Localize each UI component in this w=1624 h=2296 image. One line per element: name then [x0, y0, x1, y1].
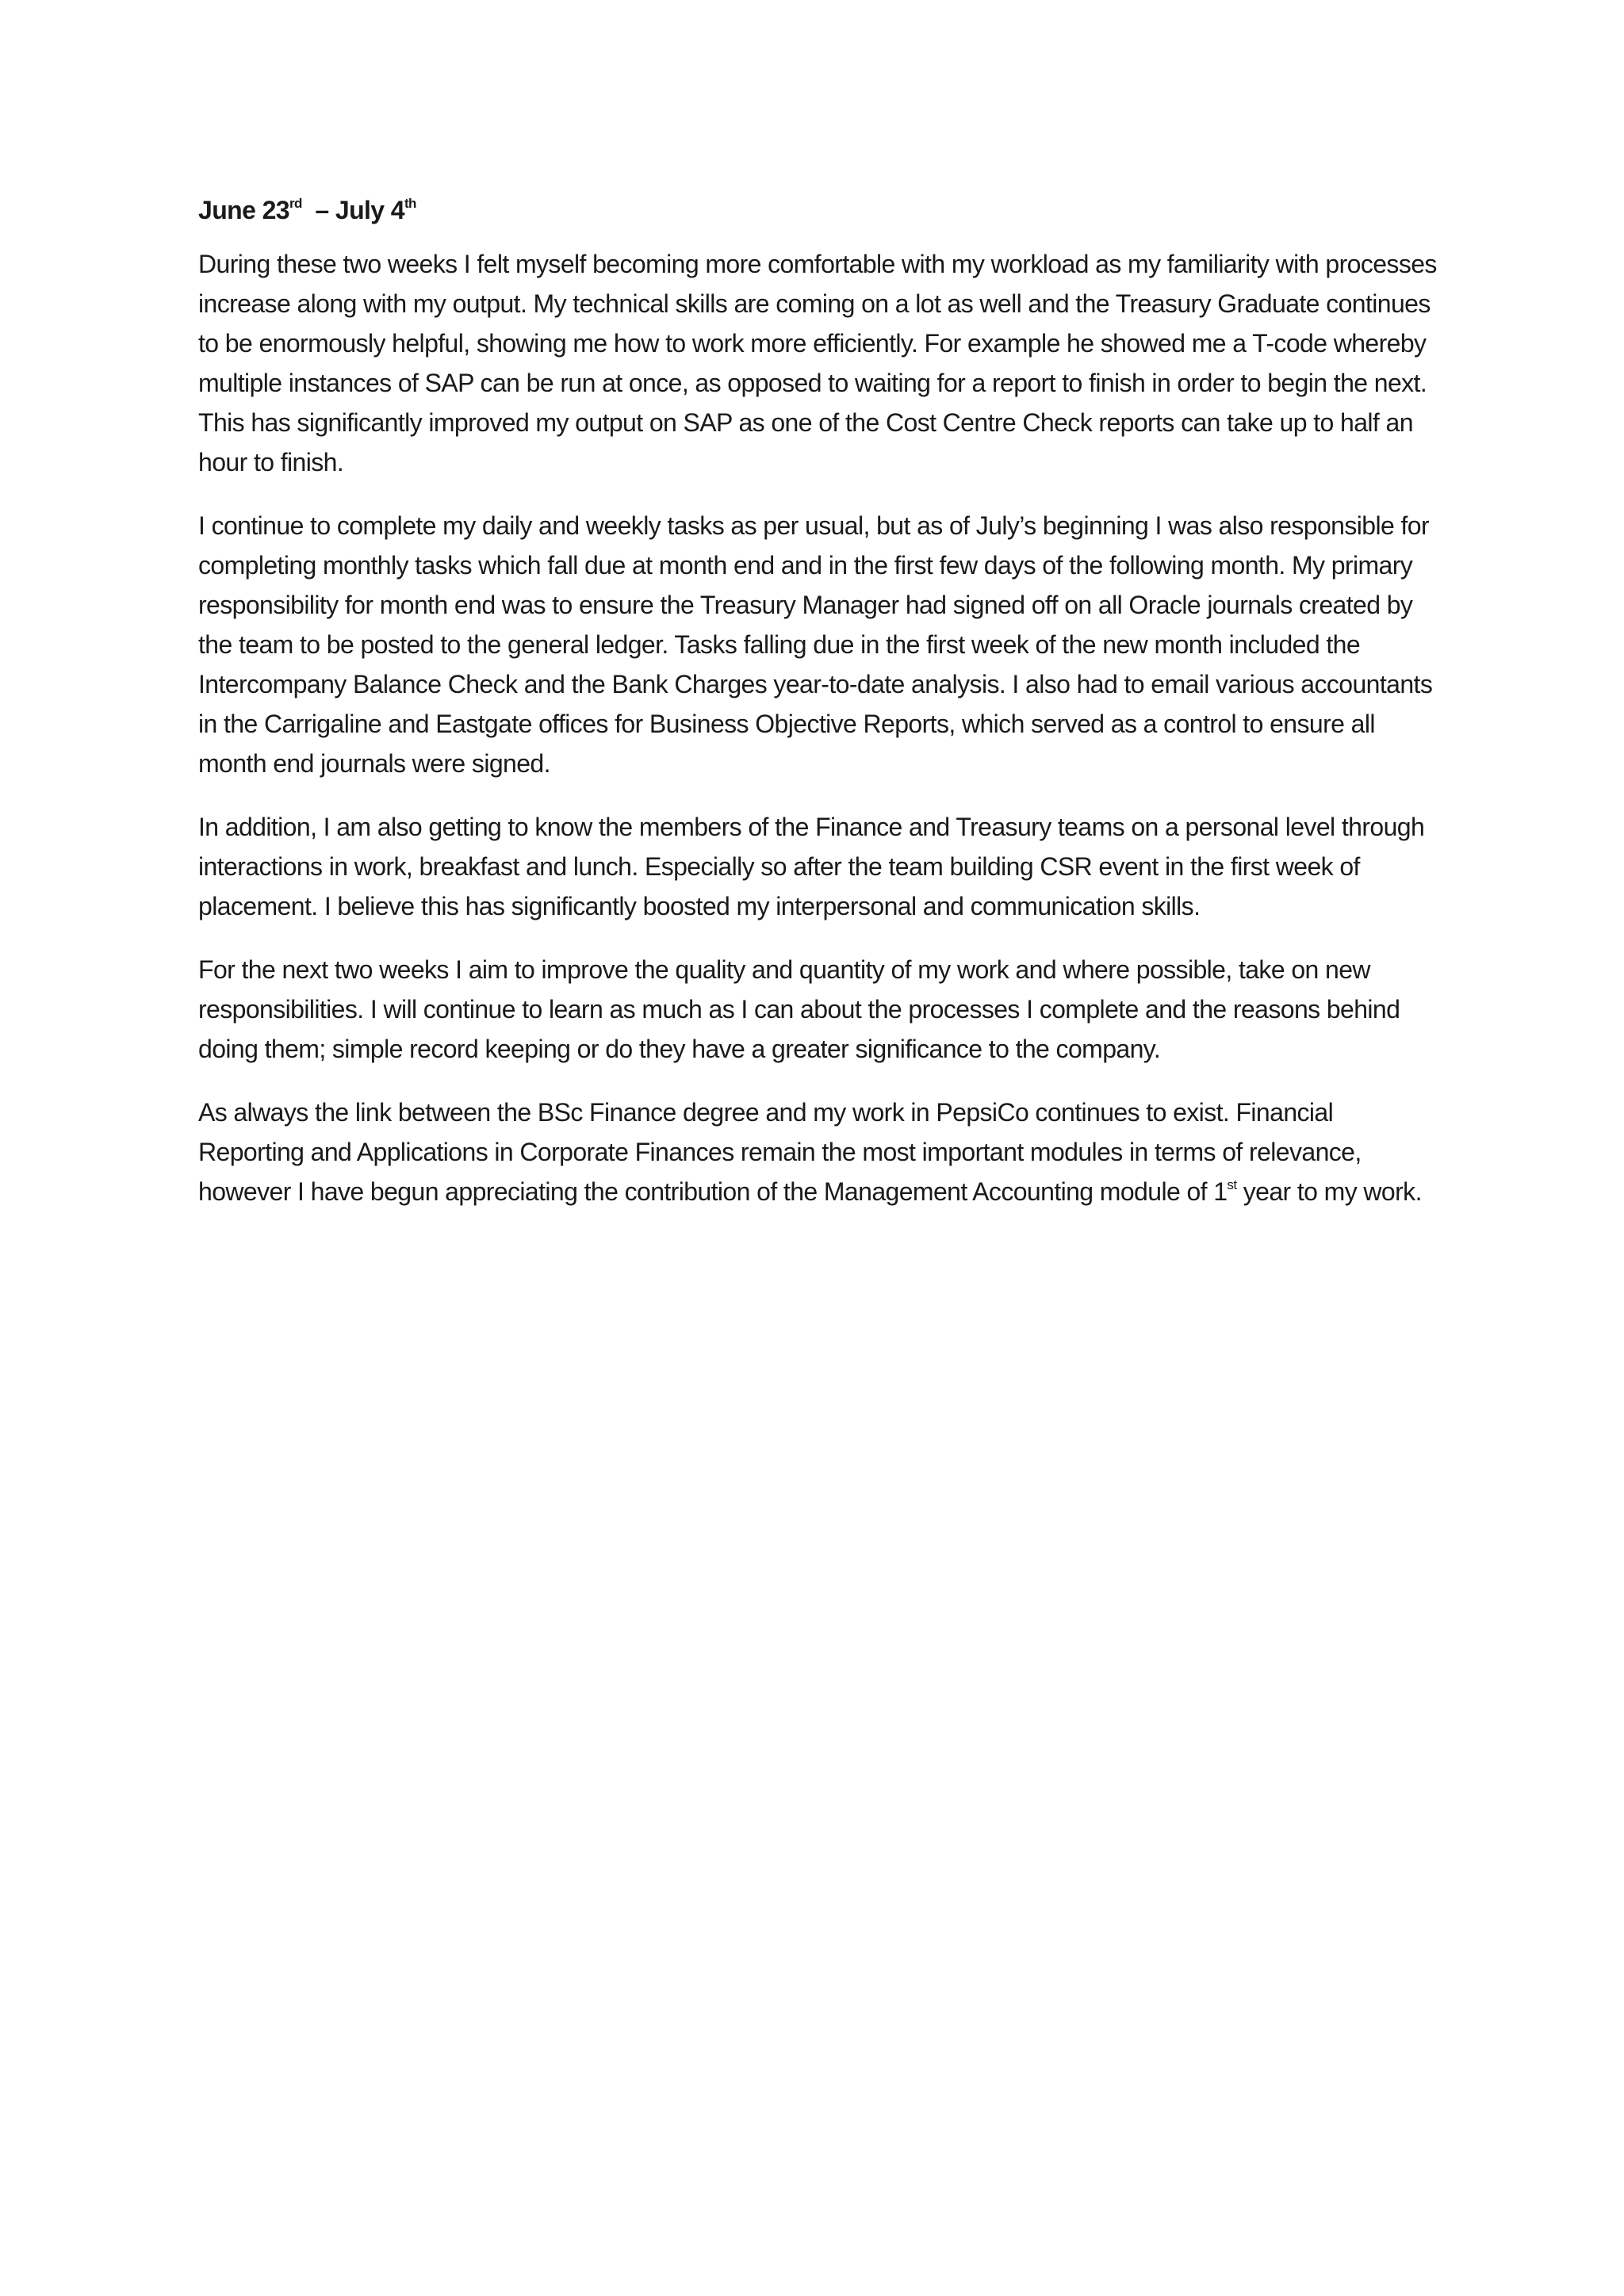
- degree-link-ordinal: st: [1227, 1177, 1237, 1192]
- degree-link-text: As always the link between the BSc Finance degree and my work in PepsiCo continues to exist. Financial Reporting and Applications in Corporate Finances remain the most important modules in terms of relevance, however I have begun appreciating the contribution of the Management Accounting module of 1: [198, 1098, 1362, 1206]
- paragraph-team-relations: In addition, I am also getting to know the members of the Finance and Treasury teams on a personal level through interactions in work, breakfast and lunch. Especially so after the team building CSR event in the first week of placement. I believe this has significantly boosted my interpersonal and communication skills.: [198, 813, 1425, 920]
- heading-end-ordinal: th: [404, 196, 416, 211]
- heading-end-date: – July 4: [301, 196, 404, 224]
- date-range-heading: [198, 190, 1443, 230]
- degree-link-text-end: year to my work.: [1236, 1177, 1422, 1206]
- paragraph-goals: For the next two weeks I aim to improve the quality and quantity of my work and where possible, take on new responsibilities. I will continue to learn as much as I can about the processes I complete and the reasons behind doing them; simple record keeping or do they have a greater significance to the company.: [198, 955, 1400, 1063]
- paragraph-workload: During these two weeks I felt myself becoming more comfortable with my workload as my familiarity with processes increase along with my output. My technical skills are coming on a lot as well and the Treasury Graduate continues to be enormously helpful, showing me how to work more efficiently. For example he showed me a T-code whereby multiple instances of SAP can be run at once, as opposed to waiting for a report to finish in order to begin the next. This has significantly improved my output on SAP as one of the Cost Centre Check reports can take up to half an hour to finish.: [198, 250, 1437, 476]
- heading-start-date: June 23: [198, 196, 289, 224]
- paragraph-monthly-tasks: I continue to complete my daily and weekly tasks as per usual, but as of July’s beginning I was also responsible for completing monthly tasks which fall due at month end and in the first few days of the following month. My primary responsibility for month end was to ensure the Treasury Manager had signed off on all Oracle journals created by the team to be posted to the general ledger. Tasks falling due in the first week of the new month included the Intercompany Balance Check and the Bank Charges year-to-date analysis. I also had to email various accountants in the Carrigaline and Eastgate offices for Business Objective Reports, which served as a control to ensure all month end journals were signed.: [198, 511, 1433, 778]
- heading-start-ordinal: rd: [289, 196, 302, 211]
- paragraph-degree-link: [198, 1093, 1443, 1211]
- document-body: [198, 190, 1443, 1235]
